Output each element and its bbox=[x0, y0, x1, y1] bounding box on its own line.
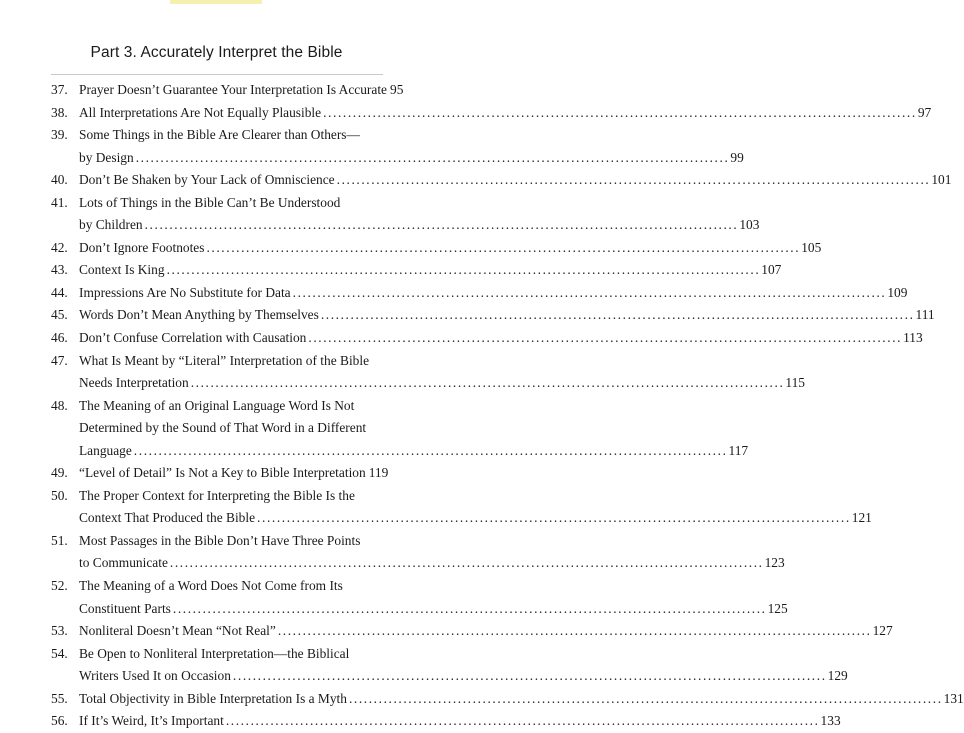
entry-title: What Is Meant by “Literal” Interpretation of the Bible bbox=[79, 352, 370, 368]
entry-title-with-leader bbox=[79, 282, 908, 305]
entry-number: 38. bbox=[51, 104, 68, 120]
toc-entry-line bbox=[0, 507, 872, 530]
page-number: 101 bbox=[931, 172, 952, 188]
entry-number: 49. bbox=[51, 465, 68, 481]
page-number: 95 bbox=[390, 82, 404, 97]
toc-entry[interactable] bbox=[0, 620, 893, 643]
page-number: 121 bbox=[851, 510, 872, 526]
toc-entry-line bbox=[0, 282, 908, 305]
toc-entry-line bbox=[0, 485, 433, 508]
dot-leader: ........................................................................................................................ bbox=[206, 239, 801, 255]
toc-entry[interactable] bbox=[0, 350, 805, 395]
dot-leader: ........................................................................................................................ bbox=[308, 330, 903, 346]
top-highlight-strip bbox=[170, 0, 262, 4]
entry-title-with-leader bbox=[79, 507, 872, 530]
entry-title-with-leader bbox=[79, 214, 760, 237]
entry-number: 52. bbox=[51, 578, 68, 594]
entry-number: 37. bbox=[51, 82, 68, 97]
page-number: 103 bbox=[739, 217, 760, 233]
entry-title-with-leader bbox=[79, 710, 841, 733]
entry-title: Writers Used It on Occasion bbox=[79, 668, 231, 684]
toc-entry[interactable] bbox=[0, 282, 908, 305]
toc-entry-line bbox=[0, 372, 805, 395]
entry-title: Language bbox=[79, 442, 132, 458]
entry-number: 41. bbox=[51, 194, 68, 210]
toc-entry-line bbox=[0, 124, 433, 147]
page-number: 107 bbox=[761, 262, 782, 278]
part-heading: Part 3. Accurately Interpret the Bible bbox=[90, 44, 343, 61]
toc-entry-line bbox=[0, 102, 932, 125]
entry-title: Constituent Parts bbox=[79, 600, 171, 616]
page-number: 115 bbox=[785, 375, 805, 391]
entry-number: 53. bbox=[51, 623, 68, 639]
toc-entry-line bbox=[0, 147, 744, 170]
toc-entry[interactable] bbox=[0, 485, 872, 530]
toc-entry[interactable] bbox=[0, 575, 788, 620]
page-number: 117 bbox=[728, 442, 749, 458]
entry-number: 54. bbox=[51, 645, 68, 661]
toc-entry[interactable] bbox=[0, 530, 785, 575]
entry-title: Don’t Ignore Footnotes bbox=[79, 239, 205, 255]
entry-title-with-leader bbox=[79, 304, 935, 327]
toc-entry-line bbox=[0, 462, 433, 485]
page-number: 111 bbox=[915, 307, 935, 323]
entry-title: The Meaning of a Word Does Not Come from Its bbox=[79, 578, 343, 594]
toc-entry-line bbox=[0, 169, 952, 192]
toc-entry[interactable] bbox=[0, 79, 433, 102]
entry-title: Don’t Confuse Correlation with Causation bbox=[79, 330, 307, 346]
dot-leader: ........................................................................................................................ bbox=[257, 510, 851, 526]
toc-entry-line bbox=[0, 643, 433, 666]
toc-entry-line bbox=[0, 259, 782, 282]
heading-rule bbox=[51, 74, 383, 75]
toc-entry-line bbox=[0, 192, 433, 215]
entry-number: 42. bbox=[51, 239, 68, 255]
entry-title: Context Is King bbox=[79, 262, 165, 278]
dot-leader: ........................................................................................................................ bbox=[144, 217, 739, 233]
toc-entry-line bbox=[0, 214, 760, 237]
entry-number: 43. bbox=[51, 262, 68, 278]
entry-title-with-leader bbox=[79, 327, 923, 350]
toc-entry[interactable] bbox=[0, 124, 744, 169]
entry-number: 51. bbox=[51, 532, 68, 548]
toc-entry[interactable] bbox=[0, 688, 964, 711]
page-number: 131 bbox=[943, 690, 964, 706]
entry-title: If It’s Weird, It’s Important bbox=[79, 713, 224, 729]
page-number: 123 bbox=[764, 555, 785, 571]
entry-title-with-leader bbox=[79, 169, 952, 192]
toc-entry-line bbox=[0, 304, 935, 327]
entry-title: “Level of Detail” Is Not a Key to Bible Interpretation bbox=[79, 465, 366, 481]
entry-title: Nonliteral Doesn’t Mean “Not Real” bbox=[79, 623, 276, 639]
entry-number: 45. bbox=[51, 307, 68, 323]
toc-entry[interactable] bbox=[0, 102, 932, 125]
entry-title-with-leader bbox=[79, 237, 822, 260]
dot-leader: ........................................................................................................................ bbox=[190, 375, 785, 391]
toc-entry-line bbox=[0, 710, 841, 733]
entry-title: The Proper Context for Interpreting the Bible Is the bbox=[79, 487, 355, 503]
dot-leader: ........................................................................................................................ bbox=[320, 307, 915, 323]
dot-leader: ........................................................................................................................ bbox=[135, 149, 730, 165]
toc-entry-line bbox=[0, 598, 788, 621]
toc-entry[interactable] bbox=[0, 462, 433, 485]
entry-title-with-leader bbox=[79, 440, 749, 463]
entry-title: Determined by the Sound of That Word in a Different bbox=[79, 420, 367, 436]
entry-title-with-leader bbox=[79, 372, 805, 395]
toc-entry-line bbox=[0, 530, 433, 553]
entry-title-with-leader bbox=[79, 102, 932, 125]
toc-entry-line bbox=[0, 552, 785, 575]
page-number: 109 bbox=[887, 284, 908, 300]
toc-entry[interactable] bbox=[0, 304, 935, 327]
entry-title: Total Objectivity in Bible Interpretation Is a Myth bbox=[79, 690, 347, 706]
dot-leader: ........................................................................................................................ bbox=[323, 104, 917, 120]
dot-leader: ........................................................................................................................ bbox=[277, 623, 872, 639]
entry-title-with-leader bbox=[79, 259, 782, 282]
entry-title: Don’t Be Shaken by Your Lack of Omniscience bbox=[79, 172, 335, 188]
entry-title: Context That Produced the Bible bbox=[79, 510, 256, 526]
dot-leader: ........................................................................................................................ bbox=[225, 713, 820, 729]
entry-number: 56. bbox=[51, 713, 68, 729]
entry-number: 39. bbox=[51, 127, 68, 143]
dot-leader: ........................................................................................................................ bbox=[348, 690, 943, 706]
dot-leader: ........................................................................................................................ bbox=[292, 284, 887, 300]
entry-title: Lots of Things in the Bible Can’t Be Understood bbox=[79, 194, 341, 210]
toc-entry[interactable] bbox=[0, 237, 822, 260]
entry-title: by Design bbox=[79, 149, 134, 165]
entry-title: Needs Interpretation bbox=[79, 375, 189, 391]
entry-title: Be Open to Nonliteral Interpretation—the Biblical bbox=[79, 645, 350, 661]
toc-entry-line bbox=[0, 440, 749, 463]
entry-title-with-leader bbox=[79, 462, 389, 485]
entry-number: 50. bbox=[51, 487, 68, 503]
toc-entry[interactable] bbox=[0, 327, 923, 350]
toc-entry[interactable] bbox=[0, 710, 841, 733]
page-number: 99 bbox=[730, 149, 744, 165]
toc-entry-line bbox=[0, 79, 433, 102]
entry-title: All Interpretations Are Not Equally Plausible bbox=[79, 104, 322, 120]
entry-number: 46. bbox=[51, 330, 68, 346]
dot-leader: ........................................................................................................................ bbox=[232, 668, 827, 684]
entry-number: 55. bbox=[51, 690, 68, 706]
dot-leader: ........................................................................................................................ bbox=[172, 600, 767, 616]
entry-title-with-leader bbox=[79, 147, 744, 170]
toc-entry[interactable] bbox=[0, 169, 952, 192]
page-number: 113 bbox=[903, 330, 923, 346]
entry-title-with-leader bbox=[79, 598, 788, 621]
entry-title: Some Things in the Bible Are Clearer than Others— bbox=[79, 127, 360, 143]
entry-title: Prayer Doesn’t Guarantee Your Interpretation Is Accurate bbox=[79, 82, 388, 97]
toc-entry-line bbox=[0, 620, 893, 643]
entry-title-with-leader bbox=[79, 665, 848, 688]
entry-title-with-leader bbox=[79, 79, 404, 102]
entry-number: 44. bbox=[51, 284, 68, 300]
entry-title: Words Don’t Mean Anything by Themselves bbox=[79, 307, 319, 323]
dot-leader: ........................................................................................................................ bbox=[133, 442, 728, 458]
page-number: 97 bbox=[917, 104, 932, 120]
page-number: 105 bbox=[801, 239, 822, 255]
dot-leader: ........................................................................................................................ bbox=[336, 172, 931, 188]
page-number: 129 bbox=[827, 668, 848, 684]
entry-number: 48. bbox=[51, 397, 68, 413]
dot-leader: ........................................................................................................................ bbox=[166, 262, 761, 278]
toc-entry-line bbox=[0, 665, 848, 688]
toc-entry-line bbox=[0, 575, 433, 598]
dot-leader: ........................................................................................................................ bbox=[169, 555, 764, 571]
page-number: 133 bbox=[820, 713, 841, 729]
entry-number: 47. bbox=[51, 352, 68, 368]
entry-number: 40. bbox=[51, 172, 68, 188]
entry-title: to Communicate bbox=[79, 555, 168, 571]
toc-entry[interactable] bbox=[0, 192, 760, 237]
toc-entry[interactable] bbox=[0, 259, 782, 282]
entry-title-with-leader bbox=[79, 552, 785, 575]
entry-title: The Meaning of an Original Language Word Is Not bbox=[79, 397, 355, 413]
toc-entry-line bbox=[0, 237, 822, 260]
toc-entry-line bbox=[0, 688, 964, 711]
toc-entry[interactable] bbox=[0, 643, 848, 688]
toc-entry-line bbox=[0, 327, 923, 350]
page-number: 119 bbox=[368, 465, 389, 481]
table-of-contents bbox=[0, 79, 964, 733]
page-number: 127 bbox=[872, 623, 893, 639]
entry-title: Impressions Are No Substitute for Data bbox=[79, 284, 291, 300]
entry-title-with-leader bbox=[79, 688, 964, 711]
page-number: 125 bbox=[767, 600, 788, 616]
toc-entry-line bbox=[0, 395, 433, 418]
entry-title: Most Passages in the Bible Don’t Have Three Points bbox=[79, 532, 361, 548]
toc-entry[interactable] bbox=[0, 395, 749, 463]
toc-entry-line bbox=[0, 350, 433, 373]
toc-entry-line bbox=[0, 417, 433, 440]
entry-title: by Children bbox=[79, 217, 143, 233]
entry-title-with-leader bbox=[79, 620, 893, 643]
